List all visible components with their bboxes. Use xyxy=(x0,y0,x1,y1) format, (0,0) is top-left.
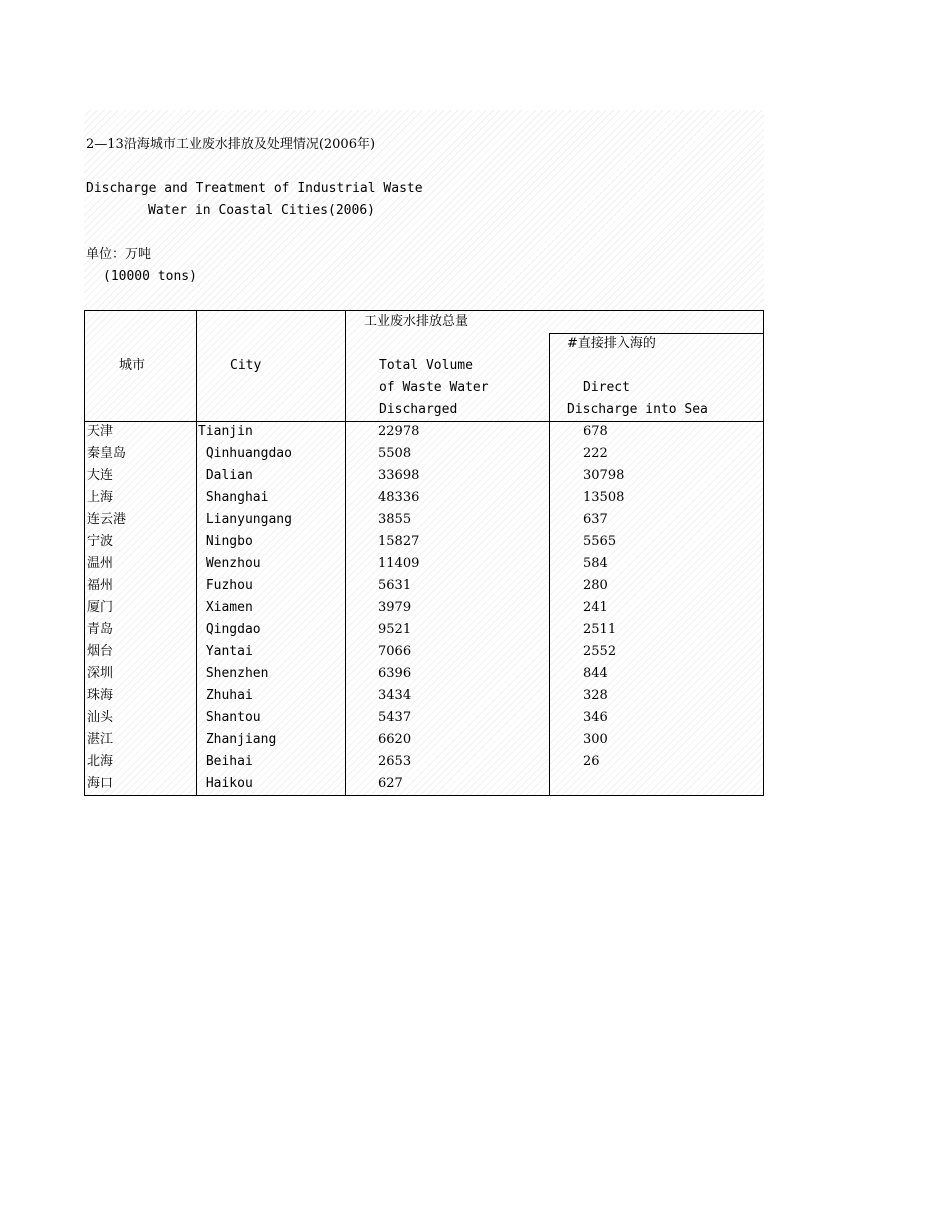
city-en-cell: Zhuhai xyxy=(198,688,253,703)
table-row xyxy=(85,751,763,773)
city-cn-cell: 汕头 xyxy=(87,710,114,725)
table-row xyxy=(85,509,763,531)
city-cn-cell: 宁波 xyxy=(87,534,114,549)
direct-cell: 678 xyxy=(583,424,608,439)
unit-en: (10000 tons) xyxy=(103,269,197,284)
city-en-cell: Fuzhou xyxy=(198,578,253,593)
total-cell: 5508 xyxy=(378,446,412,461)
city-en-cell: Haikou xyxy=(198,776,253,791)
city-en-cell: Tianjin xyxy=(198,424,253,439)
city-cn-cell: 海口 xyxy=(87,776,114,791)
total-cell: 11409 xyxy=(378,556,420,571)
table-row xyxy=(85,641,763,663)
table-row xyxy=(85,487,763,509)
total-cell: 7066 xyxy=(378,644,412,659)
title-en-line1: Discharge and Treatment of Industrial Waste xyxy=(86,181,423,196)
total-cell: 3979 xyxy=(378,600,412,615)
city-cn-cell: 北海 xyxy=(87,754,114,769)
city-en-cell: Yantai xyxy=(198,644,253,659)
direct-cell: 584 xyxy=(583,556,608,571)
city-en-cell: Lianyungang xyxy=(198,512,292,527)
city-cn-cell: 湛江 xyxy=(87,732,114,747)
city-cn-cell: 温州 xyxy=(87,556,114,571)
total-cell: 6396 xyxy=(378,666,412,681)
total-cell: 9521 xyxy=(378,622,412,637)
table-row xyxy=(85,465,763,487)
city-en-cell: Qingdao xyxy=(198,622,261,637)
city-en-cell: Wenzhou xyxy=(198,556,261,571)
table-row xyxy=(85,663,763,685)
total-cell: 3855 xyxy=(378,512,412,527)
city-cn-cell: 深圳 xyxy=(87,666,114,681)
city-cn-cell: 青岛 xyxy=(87,622,114,637)
total-cell: 3434 xyxy=(378,688,412,703)
table-row xyxy=(85,729,763,751)
city-en-cell: Beihai xyxy=(198,754,253,769)
header-total-en-1: Total Volume xyxy=(379,358,473,373)
city-en-cell: Qinhuangdao xyxy=(198,446,292,461)
header-city-en: City xyxy=(230,358,262,373)
city-en-cell: Ningbo xyxy=(198,534,253,549)
unit-cn: 单位：万吨 xyxy=(86,247,152,262)
city-en-cell: Xiamen xyxy=(198,600,253,615)
total-cell: 22978 xyxy=(378,424,420,439)
city-cn-cell: 连云港 xyxy=(87,512,127,527)
total-cell: 6620 xyxy=(378,732,412,747)
city-en-cell: Shantou xyxy=(198,710,261,725)
total-cell: 15827 xyxy=(378,534,420,549)
table-row xyxy=(85,553,763,575)
city-cn-cell: 天津 xyxy=(87,424,114,439)
table-row xyxy=(85,619,763,641)
header-direct-en-1: Direct xyxy=(583,380,630,395)
city-cn-cell: 上海 xyxy=(87,490,114,505)
direct-cell: 328 xyxy=(583,688,608,703)
table-row xyxy=(85,443,763,465)
city-cn-cell: 秦皇岛 xyxy=(87,446,127,461)
total-cell: 48336 xyxy=(378,490,420,505)
direct-cell: 346 xyxy=(583,710,608,725)
table-row xyxy=(85,773,763,795)
city-en-cell: Shenzhen xyxy=(198,666,269,681)
city-cn-cell: 珠海 xyxy=(87,688,114,703)
direct-cell: 844 xyxy=(583,666,608,681)
header-total-en-2: of Waste Water xyxy=(379,380,489,395)
direct-cell: 637 xyxy=(583,512,608,527)
direct-cell: 280 xyxy=(583,578,608,593)
direct-cell: 13508 xyxy=(583,490,625,505)
total-cell: 5631 xyxy=(378,578,412,593)
header-total-en-3: Discharged xyxy=(379,402,458,417)
title-cn: 2—13沿海城市工业废水排放及处理情况(2006年) xyxy=(86,137,376,152)
table-row xyxy=(85,531,763,553)
direct-cell: 26 xyxy=(583,754,600,769)
direct-cell: 5565 xyxy=(583,534,617,549)
city-cn-cell: 大连 xyxy=(87,468,114,483)
header-direct-en-2: Discharge into Sea xyxy=(567,402,708,417)
table-row xyxy=(85,421,763,443)
city-cn-cell: 福州 xyxy=(87,578,114,593)
total-cell: 2653 xyxy=(378,754,412,769)
city-en-cell: Dalian xyxy=(198,468,253,483)
direct-cell: 300 xyxy=(583,732,608,747)
direct-cell: 222 xyxy=(583,446,608,461)
city-en-cell: Zhanjiang xyxy=(198,732,277,747)
table-row xyxy=(85,707,763,729)
direct-cell: 2511 xyxy=(583,622,617,637)
city-cn-cell: 厦门 xyxy=(87,600,114,615)
table-row xyxy=(85,685,763,707)
direct-cell: 30798 xyxy=(583,468,625,483)
city-en-cell: Shanghai xyxy=(198,490,269,505)
total-cell: 5437 xyxy=(378,710,412,725)
direct-cell: 241 xyxy=(583,600,608,615)
title-en-line2: Water in Coastal Cities(2006) xyxy=(148,203,375,218)
total-cell: 33698 xyxy=(378,468,420,483)
header-direct-cn: #直接排入海的 xyxy=(567,336,656,351)
total-cell: 627 xyxy=(378,776,403,791)
table-row xyxy=(85,597,763,619)
direct-cell: 2552 xyxy=(583,644,617,659)
city-cn-cell: 烟台 xyxy=(87,644,114,659)
table-row xyxy=(85,575,763,597)
header-city-cn: 城市 xyxy=(119,358,146,373)
header-total-cn: 工业废水排放总量 xyxy=(364,314,469,329)
